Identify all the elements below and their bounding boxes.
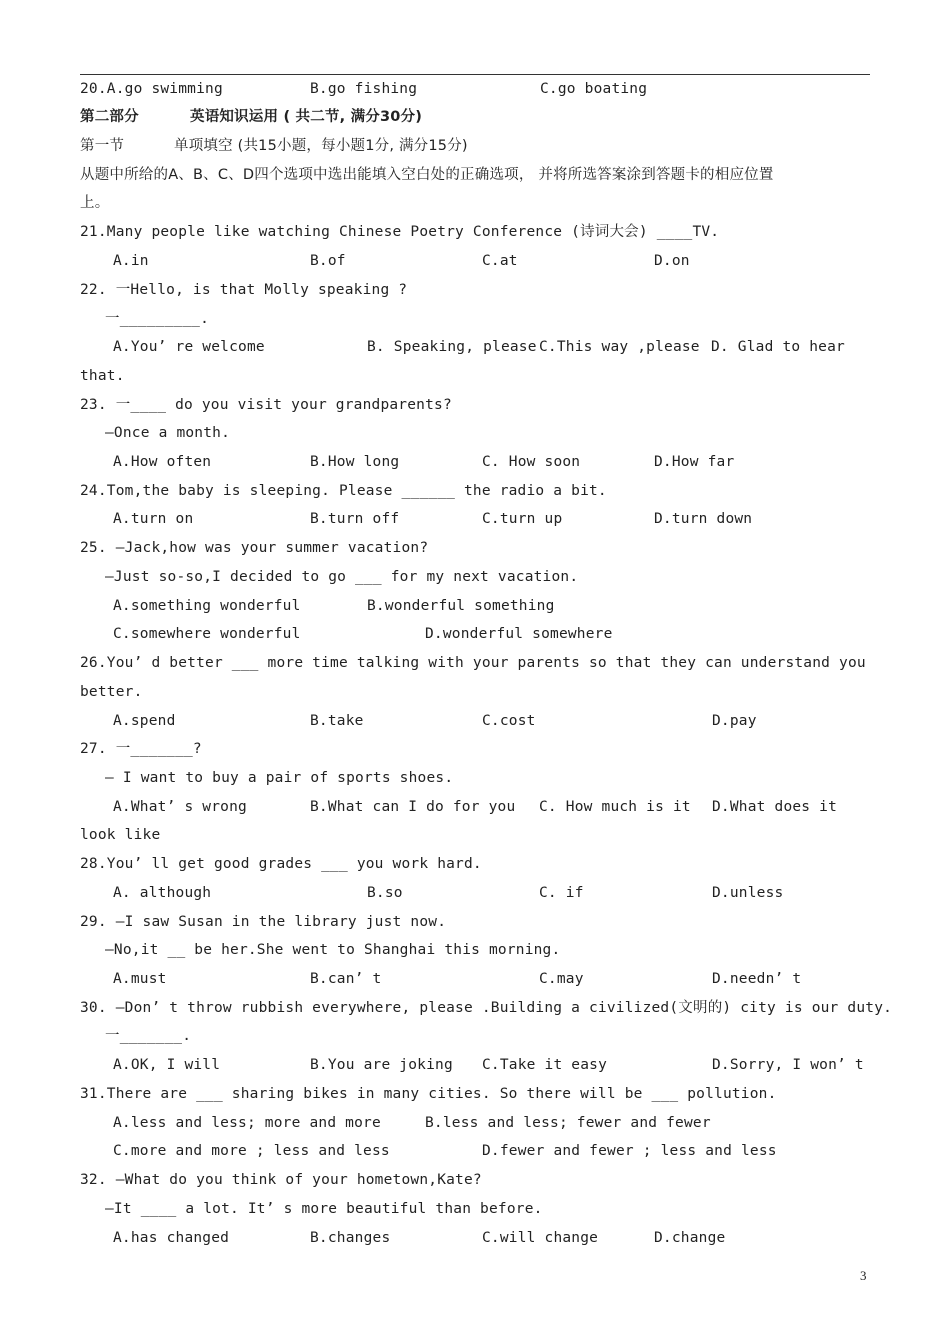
q31-option-a: A.less and less; more and more bbox=[113, 1115, 381, 1131]
q27-option-d: D.What does it bbox=[712, 799, 838, 815]
part2-title: 第二部分 bbox=[80, 109, 139, 125]
q25-option-a: A.something wonderful bbox=[113, 598, 301, 614]
q28-stem: 28.You’ ll get good grades ___ you work hard. bbox=[80, 856, 482, 872]
q29-option-a: A.must bbox=[113, 971, 167, 987]
q30-option-b: B.You are joking bbox=[310, 1057, 453, 1073]
q32-option-d: D.change bbox=[654, 1230, 726, 1246]
q28-option-b: B.so bbox=[367, 885, 403, 901]
q30-option-c: C.Take it easy bbox=[482, 1057, 608, 1073]
q29-option-d: D.needn’ t bbox=[712, 971, 802, 987]
q23-option-c: C. How soon bbox=[482, 454, 581, 470]
q30-option-a: A.OK, I will bbox=[113, 1057, 221, 1073]
q29-option-c: C.may bbox=[539, 971, 584, 987]
q23-stem: 23. 一____ do you visit your grandparents? bbox=[80, 397, 452, 413]
q29-reply: —No,it __ be her.She went to Shanghai this morning. bbox=[105, 942, 561, 958]
q22-reply: 一_________. bbox=[105, 311, 209, 327]
q20-option-b: B.go fishing bbox=[310, 81, 418, 97]
q26-option-a: A.spend bbox=[113, 713, 176, 729]
q25-option-c: C.somewhere wonderful bbox=[113, 626, 301, 642]
q32-option-a: A.has changed bbox=[113, 1230, 230, 1246]
q31-option-b: B.less and less; fewer and fewer bbox=[425, 1115, 711, 1131]
page-number: 3 bbox=[860, 1268, 867, 1283]
q27-stem: 27. 一_______? bbox=[80, 741, 202, 757]
q24-stem: 24.Tom,the baby is sleeping. Please ______ the radio a bit. bbox=[80, 483, 607, 499]
q28-option-c: C. if bbox=[539, 885, 584, 901]
section1-subtitle: 单项填空 (共15小题，每小题1分, 满分15分) bbox=[174, 138, 468, 154]
q24-option-d: D.turn down bbox=[654, 511, 753, 527]
q27-option-b: B.What can I do for you bbox=[310, 799, 516, 815]
q22-option-b: B. Speaking, please bbox=[367, 339, 537, 355]
q25-option-b: B.wonderful something bbox=[367, 598, 555, 614]
q25-stem: 25. —Jack,how was your summer vacation? bbox=[80, 540, 429, 556]
q32-option-b: B.changes bbox=[310, 1230, 391, 1246]
q30-reply: 一_______. bbox=[105, 1028, 192, 1044]
q23-reply: —Once a month. bbox=[105, 425, 231, 441]
q23-option-a: A.How often bbox=[113, 454, 212, 470]
q22-option-d-cont: that. bbox=[80, 368, 125, 384]
section1-title: 第一节 bbox=[80, 138, 125, 154]
q21-stem: 21.Many people like watching Chinese Poetry Conference (诗词大会) ____TV. bbox=[80, 224, 720, 240]
header-rule bbox=[80, 74, 870, 75]
q22-option-d: D. Glad to hear bbox=[711, 339, 845, 355]
q29-option-b: B.can’ t bbox=[310, 971, 382, 987]
q32-stem: 32. —What do you think of your hometown,Kate? bbox=[80, 1172, 482, 1188]
part2-subtitle: 英语知识运用 ( 共二节, 满分30分) bbox=[190, 109, 423, 125]
q24-option-a: A.turn on bbox=[113, 511, 194, 527]
q22-option-c: C.This way ,please bbox=[539, 339, 700, 355]
instructions-line2: 上。 bbox=[80, 195, 110, 211]
q25-option-d: D.wonderful somewhere bbox=[425, 626, 613, 642]
instructions-line1: 从题中所给的A、B、C、D四个选项中选出能填入空白处的正确选项， 并将所选答案涂到答题卡的相应位置 bbox=[80, 167, 774, 183]
q26-stem: 26.You’ d better ___ more time talking with your parents so that they can understand you bbox=[80, 655, 866, 671]
q22-option-a: A.You’ re welcome bbox=[113, 339, 265, 355]
q27-reply: — I want to buy a pair of sports shoes. bbox=[105, 770, 454, 786]
q24-option-b: B.turn off bbox=[310, 511, 400, 527]
q23-option-b: B.How long bbox=[310, 454, 400, 470]
q26-option-d: D.pay bbox=[712, 713, 757, 729]
q29-stem: 29. —I saw Susan in the library just now. bbox=[80, 914, 447, 930]
q23-option-d: D.How far bbox=[654, 454, 735, 470]
q30-option-d: D.Sorry, I won’ t bbox=[712, 1057, 864, 1073]
q32-reply: —It ____ a lot. It’ s more beautiful than before. bbox=[105, 1201, 543, 1217]
q32-option-c: C.will change bbox=[482, 1230, 599, 1246]
q28-option-a: A. although bbox=[113, 885, 212, 901]
q21-option-d: D.on bbox=[654, 253, 690, 269]
q26-option-c: C.cost bbox=[482, 713, 536, 729]
q20-option-a: 20.A.go swimming bbox=[80, 81, 223, 97]
q25-reply: —Just so-so,I decided to go ___ for my next vacation. bbox=[105, 569, 579, 585]
q24-option-c: C.turn up bbox=[482, 511, 563, 527]
q20-option-c: C.go boating bbox=[540, 81, 648, 97]
q21-option-c: C.at bbox=[482, 253, 518, 269]
q31-option-d: D.fewer and fewer ; less and less bbox=[482, 1143, 777, 1159]
q21-option-a: A.in bbox=[113, 253, 149, 269]
q30-stem: 30. —Don’ t throw rubbish everywhere, please .Building a civilized(文明的) city is our duty. bbox=[80, 1000, 893, 1016]
q22-stem: 22. 一Hello, is that Molly speaking ? bbox=[80, 282, 408, 298]
q28-option-d: D.unless bbox=[712, 885, 784, 901]
q27-option-d-cont: look like bbox=[80, 827, 161, 843]
q26-option-b: B.take bbox=[310, 713, 364, 729]
q27-option-a: A.What’ s wrong bbox=[113, 799, 247, 815]
q27-option-c: C. How much is it bbox=[539, 799, 691, 815]
q26-stem-cont: better. bbox=[80, 684, 143, 700]
q31-option-c: C.more and more ; less and less bbox=[113, 1143, 390, 1159]
q21-option-b: B.of bbox=[310, 253, 346, 269]
q31-stem: 31.There are ___ sharing bikes in many cities. So there will be ___ pollution. bbox=[80, 1086, 777, 1102]
